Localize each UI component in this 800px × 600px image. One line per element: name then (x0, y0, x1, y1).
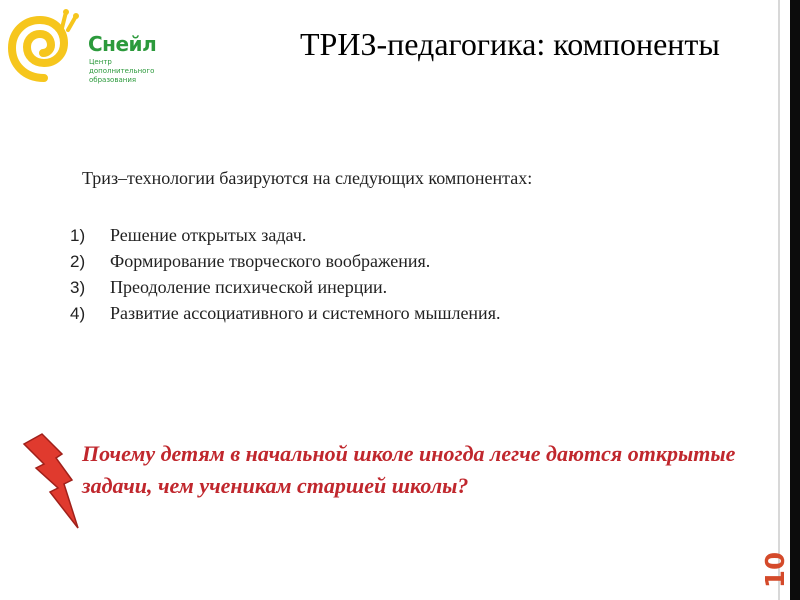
list-item-text: Преодоление психической инерции. (110, 277, 388, 297)
logo-subtitle-line: дополнительного (89, 67, 155, 75)
snail-spiral-icon (6, 8, 84, 88)
logo-name: Снейл (88, 32, 157, 56)
logo-subtitle-line: образования (89, 76, 137, 84)
components-list (70, 222, 500, 326)
list-item-text: Формирование творческого воображения. (110, 251, 431, 271)
lightning-bolt-icon (22, 432, 84, 532)
logo (6, 8, 156, 88)
list-item-text: Решение открытых задач. (110, 225, 307, 245)
list-item (70, 222, 500, 248)
list-item-number: 4) (70, 304, 86, 323)
right-side-bar-dark (790, 0, 800, 600)
list-item (70, 248, 500, 274)
list-item-number: 2) (70, 252, 86, 271)
question-text: Почему детям в начальной школе иногда легче даются открытые задачи, чем ученикам старшей школы? (82, 441, 736, 498)
list-item-text: Развитие ассоциативного и системного мышления. (110, 303, 501, 323)
logo-subtitle (89, 58, 169, 85)
slide-title: ТРИЗ-педагогика: компоненты (300, 26, 720, 62)
list-item-number: 3) (70, 278, 86, 297)
list-item (70, 274, 500, 300)
list-item-number: 1) (70, 226, 86, 245)
list-item (70, 300, 500, 326)
page-number: 10 (761, 551, 791, 589)
intro-text: Триз–технологии базируются на следующих компонентах: (82, 168, 533, 188)
logo-subtitle-line: Центр (89, 58, 112, 66)
